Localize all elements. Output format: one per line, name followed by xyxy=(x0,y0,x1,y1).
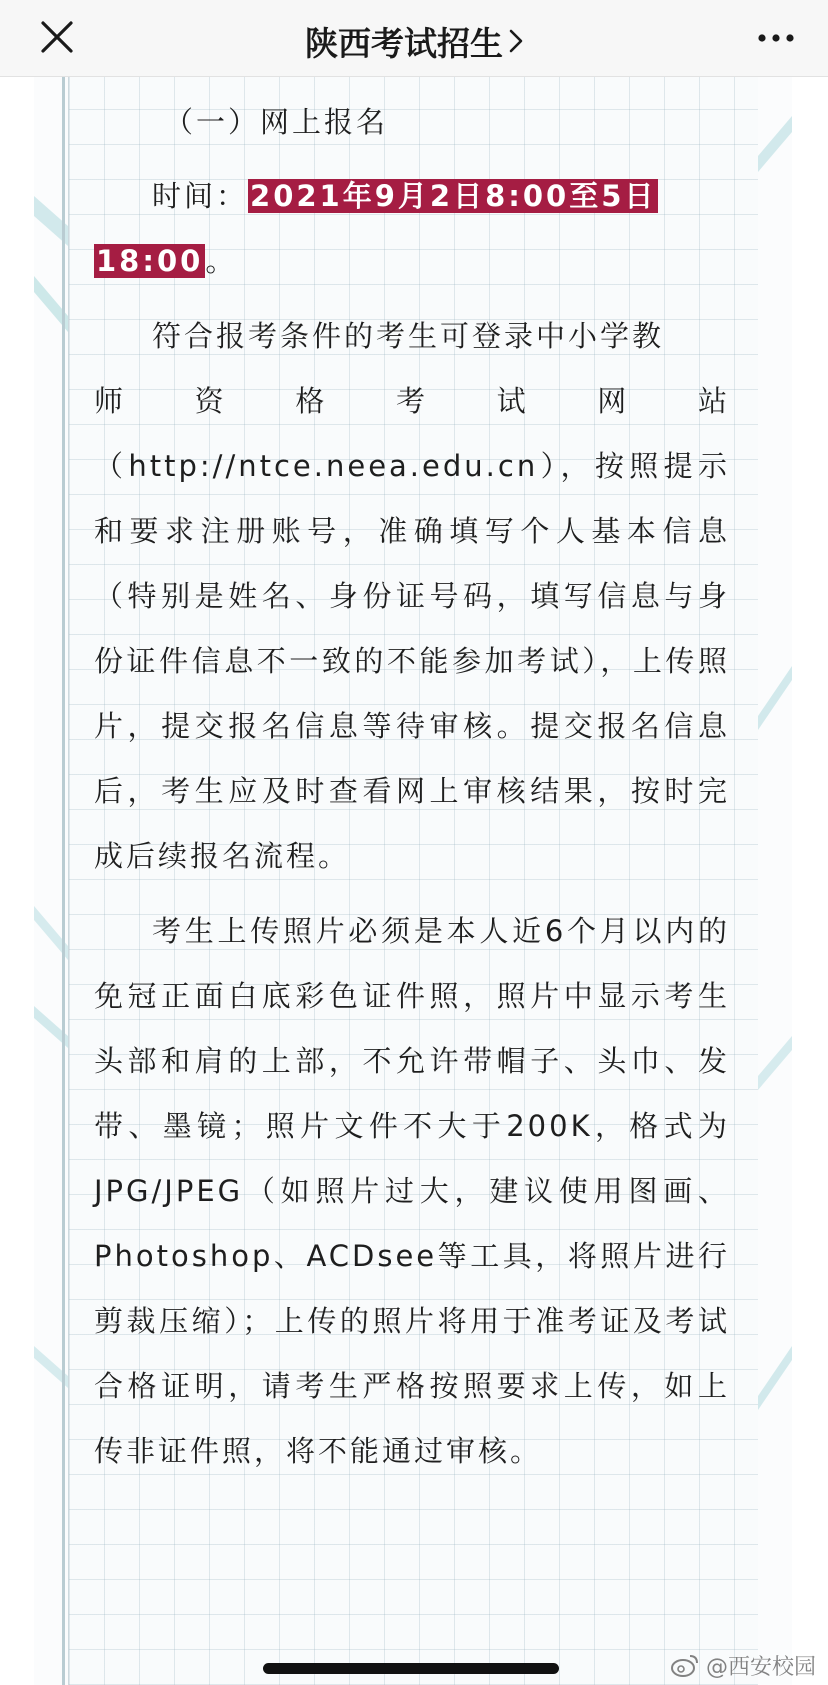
time-period: 。 xyxy=(205,244,238,278)
justified-char: 考 xyxy=(395,384,428,418)
account-name: 陕西考试招生 xyxy=(305,24,503,63)
justified-char: 站 xyxy=(697,384,730,418)
paragraph-1-rest: （http://ntce.neea.edu.cn），按照提示和要求注册账号，准确填写个人基本信息（特别是姓名、身份证号码，填写信息与身份证件信息不一致的不能参加考试），上传照片，提交报名信息等待审核。提交报名信息后，考生应及时查看网上审核结果，按时完成后续报名流程。 xyxy=(94,449,730,873)
justified-char: 网 xyxy=(597,384,630,418)
left-margin-rule-thin xyxy=(68,76,69,1685)
section-heading: （一）网上报名 xyxy=(164,105,389,139)
justified-char: 资 xyxy=(194,384,227,418)
left-margin-rule xyxy=(62,76,65,1685)
right-border-decoration xyxy=(758,76,792,1685)
time-highlight-end: 18:00 xyxy=(96,244,204,278)
top-navbar xyxy=(0,0,828,77)
chevron-right-icon xyxy=(509,22,523,61)
justified-char: 试 xyxy=(496,384,529,418)
paragraph-1-line-1: 符合报考条件的考生可登录中小学教 xyxy=(152,319,665,353)
time-highlight-start: 2021年9月2日8:00至5日 xyxy=(250,179,657,213)
watermark-text: @西安校园 xyxy=(705,1654,816,1680)
paragraph-registration xyxy=(94,304,730,889)
paragraph-photo-requirements: 考生上传照片必须是本人近6个月以内的免冠正面白底彩色证件照，照片中显示考生头部和肩的上部，不允许带帽子、头巾、发带、墨镜；照片文件不大于200K，格式为JPG/JPEG（如照片过大，建议使用图画、Photoshop、ACDsee等工具，将照片进行剪裁压缩）；上传的照片将用于准考证及考试合格证明，请考生严格按照要求上传，如上传非证件照，将不能通过审核。 xyxy=(94,914,730,1468)
justified-char: 格 xyxy=(295,384,328,418)
home-indicator[interactable] xyxy=(263,1663,559,1674)
weibo-icon xyxy=(670,1652,700,1678)
watermark xyxy=(670,1650,816,1680)
time-label: 时间： xyxy=(152,179,249,213)
justified-char: 师 xyxy=(94,384,127,418)
more-icon[interactable] xyxy=(756,26,796,50)
account-title-link[interactable] xyxy=(0,18,828,65)
registration-time xyxy=(94,164,730,294)
article-body xyxy=(94,90,730,1484)
paragraph-1-line-2 xyxy=(94,369,730,434)
